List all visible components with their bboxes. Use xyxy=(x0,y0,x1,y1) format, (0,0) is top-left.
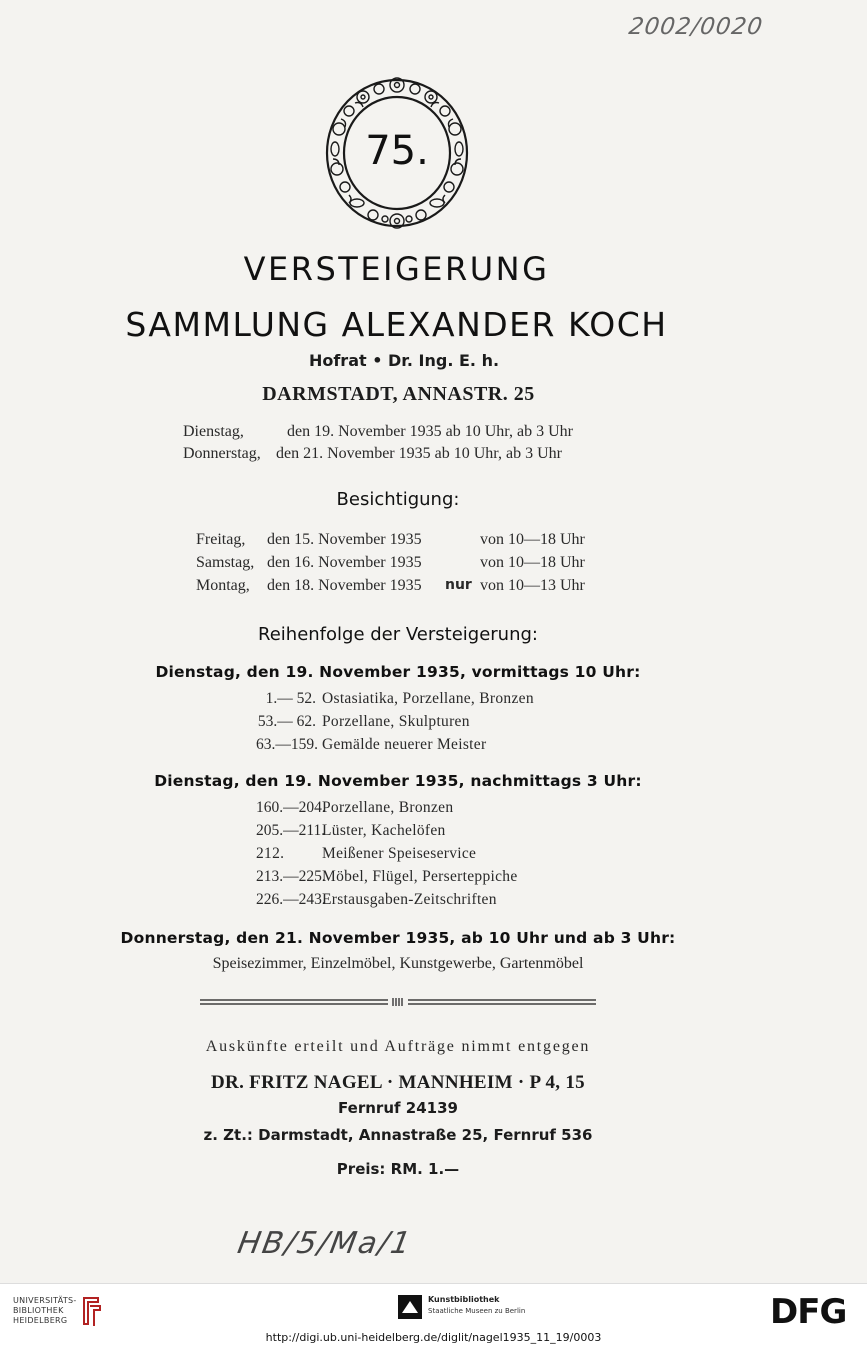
accession-number: 2002/0020 xyxy=(627,14,765,40)
lot-range: 205.—211. xyxy=(256,822,326,839)
lot-range: 53.— 62. xyxy=(257,713,316,730)
viewing-heading: Besichtigung: xyxy=(336,489,460,510)
temporary-address: z. Zt.: Darmstadt, Annastraße 25, Fernruf 536 xyxy=(203,1126,593,1144)
lot-range: 160.—204. xyxy=(256,799,326,816)
auction-day-1-label: Dienstag, xyxy=(183,423,244,440)
auction-number: 75. xyxy=(365,128,429,174)
shelfmark-handwriting: HB/5/Ma/1 xyxy=(234,1226,415,1261)
title-collection: SAMMLUNG ALEXANDER KOCH xyxy=(125,305,668,344)
catalog-price: Preis: RM. 1.— xyxy=(336,1160,460,1178)
divider-rule xyxy=(200,998,596,1006)
subtitle-honorific: Hofrat • Dr. Ing. E. h. xyxy=(308,351,500,370)
address-heading: DARMSTADT, ANNASTR. 25 xyxy=(262,383,535,405)
lot-description: Porzellane, Skulpturen xyxy=(322,713,470,730)
lot-description: Gemälde neuerer Meister xyxy=(322,736,487,753)
lot-description: Möbel, Flügel, Perserteppiche xyxy=(322,868,518,885)
lot-description: Porzellane, Bronzen xyxy=(322,799,454,816)
lot-range: 1.— 52. xyxy=(265,690,316,707)
lot-range: 63.—159. xyxy=(256,736,318,753)
viewing-row-1-date: den 15. November 1935 xyxy=(267,531,422,548)
viewing-row-2-time: von 10—18 Uhr xyxy=(480,554,585,571)
session-1-heading: Dienstag, den 19. November 1935, vormittags 10 Uhr: xyxy=(155,663,641,681)
session-3-items: Speisezimmer, Einzelmöbel, Kunstgewerbe, Gartenmöbel xyxy=(212,955,584,972)
viewing-row-3-day: Montag, xyxy=(196,577,250,594)
session-2-heading: Dienstag, den 19. November 1935, nachmittags 3 Uhr: xyxy=(154,772,642,790)
viewing-row-1-time: von 10—18 Uhr xyxy=(480,531,585,548)
university-library-label: UNIVERSITÄTS- BIBLIOTHEK HEIDELBERG xyxy=(13,1296,77,1325)
session-3-heading: Donnerstag, den 21. November 1935, ab 10 Uhr und ab 3 Uhr: xyxy=(120,929,676,947)
order-heading: Reihenfolge der Versteigerung: xyxy=(258,624,538,645)
viewing-row-2-day: Samstag, xyxy=(196,554,255,571)
auction-day-2-label: Donnerstag, xyxy=(183,445,261,462)
viewing-row-3-nur: nur xyxy=(445,577,472,593)
lot-description: Ostasiatika, Porzellane, Bronzen xyxy=(322,690,534,707)
lot-range: 226.—243. xyxy=(256,891,326,908)
viewing-row-2-date: den 16. November 1935 xyxy=(267,554,422,571)
lot-description: Lüster, Kachelöfen xyxy=(322,822,446,839)
lot-range: 213.—225. xyxy=(256,868,326,885)
kunstbibliothek-logo-icon xyxy=(398,1295,422,1319)
viewing-row-1-day: Freitag, xyxy=(196,531,246,548)
kunstbibliothek-subtitle: Staatliche Museen zu Berlin xyxy=(428,1307,526,1315)
viewing-row-3-date: den 18. November 1935 xyxy=(267,577,422,594)
contact-name: DR. FRITZ NAGEL · MANNHEIM · P 4, 15 xyxy=(211,1072,585,1093)
lot-description: Erstausgaben-Zeitschriften xyxy=(322,891,497,908)
lot-range: 212. xyxy=(256,845,285,862)
viewing-row-3-time: von 10—13 Uhr xyxy=(480,577,585,594)
digitization-footer xyxy=(0,1283,867,1346)
auction-day-2-date: den 21. November 1935 ab 10 Uhr, ab 3 Uhr xyxy=(276,445,562,462)
lot-description: Meißener Speiseservice xyxy=(322,845,477,862)
permalink-url[interactable]: http://digi.ub.uni-heidelberg.de/diglit/nagel1935_11_19/0003 xyxy=(265,1331,602,1344)
university-logo-icon xyxy=(78,1294,104,1328)
dfg-logo: DFG xyxy=(770,1292,847,1332)
title-versteigerung: VERSTEIGERUNG xyxy=(243,250,550,288)
info-line: Auskünfte erteilt und Aufträge nimmt entgegen xyxy=(205,1038,591,1055)
auction-day-1-date: den 19. November 1935 ab 10 Uhr, ab 3 Uhr xyxy=(287,423,573,440)
kunstbibliothek-name: Kunstbibliothek xyxy=(428,1295,500,1304)
contact-phone: Fernruf 24139 xyxy=(338,1099,458,1117)
